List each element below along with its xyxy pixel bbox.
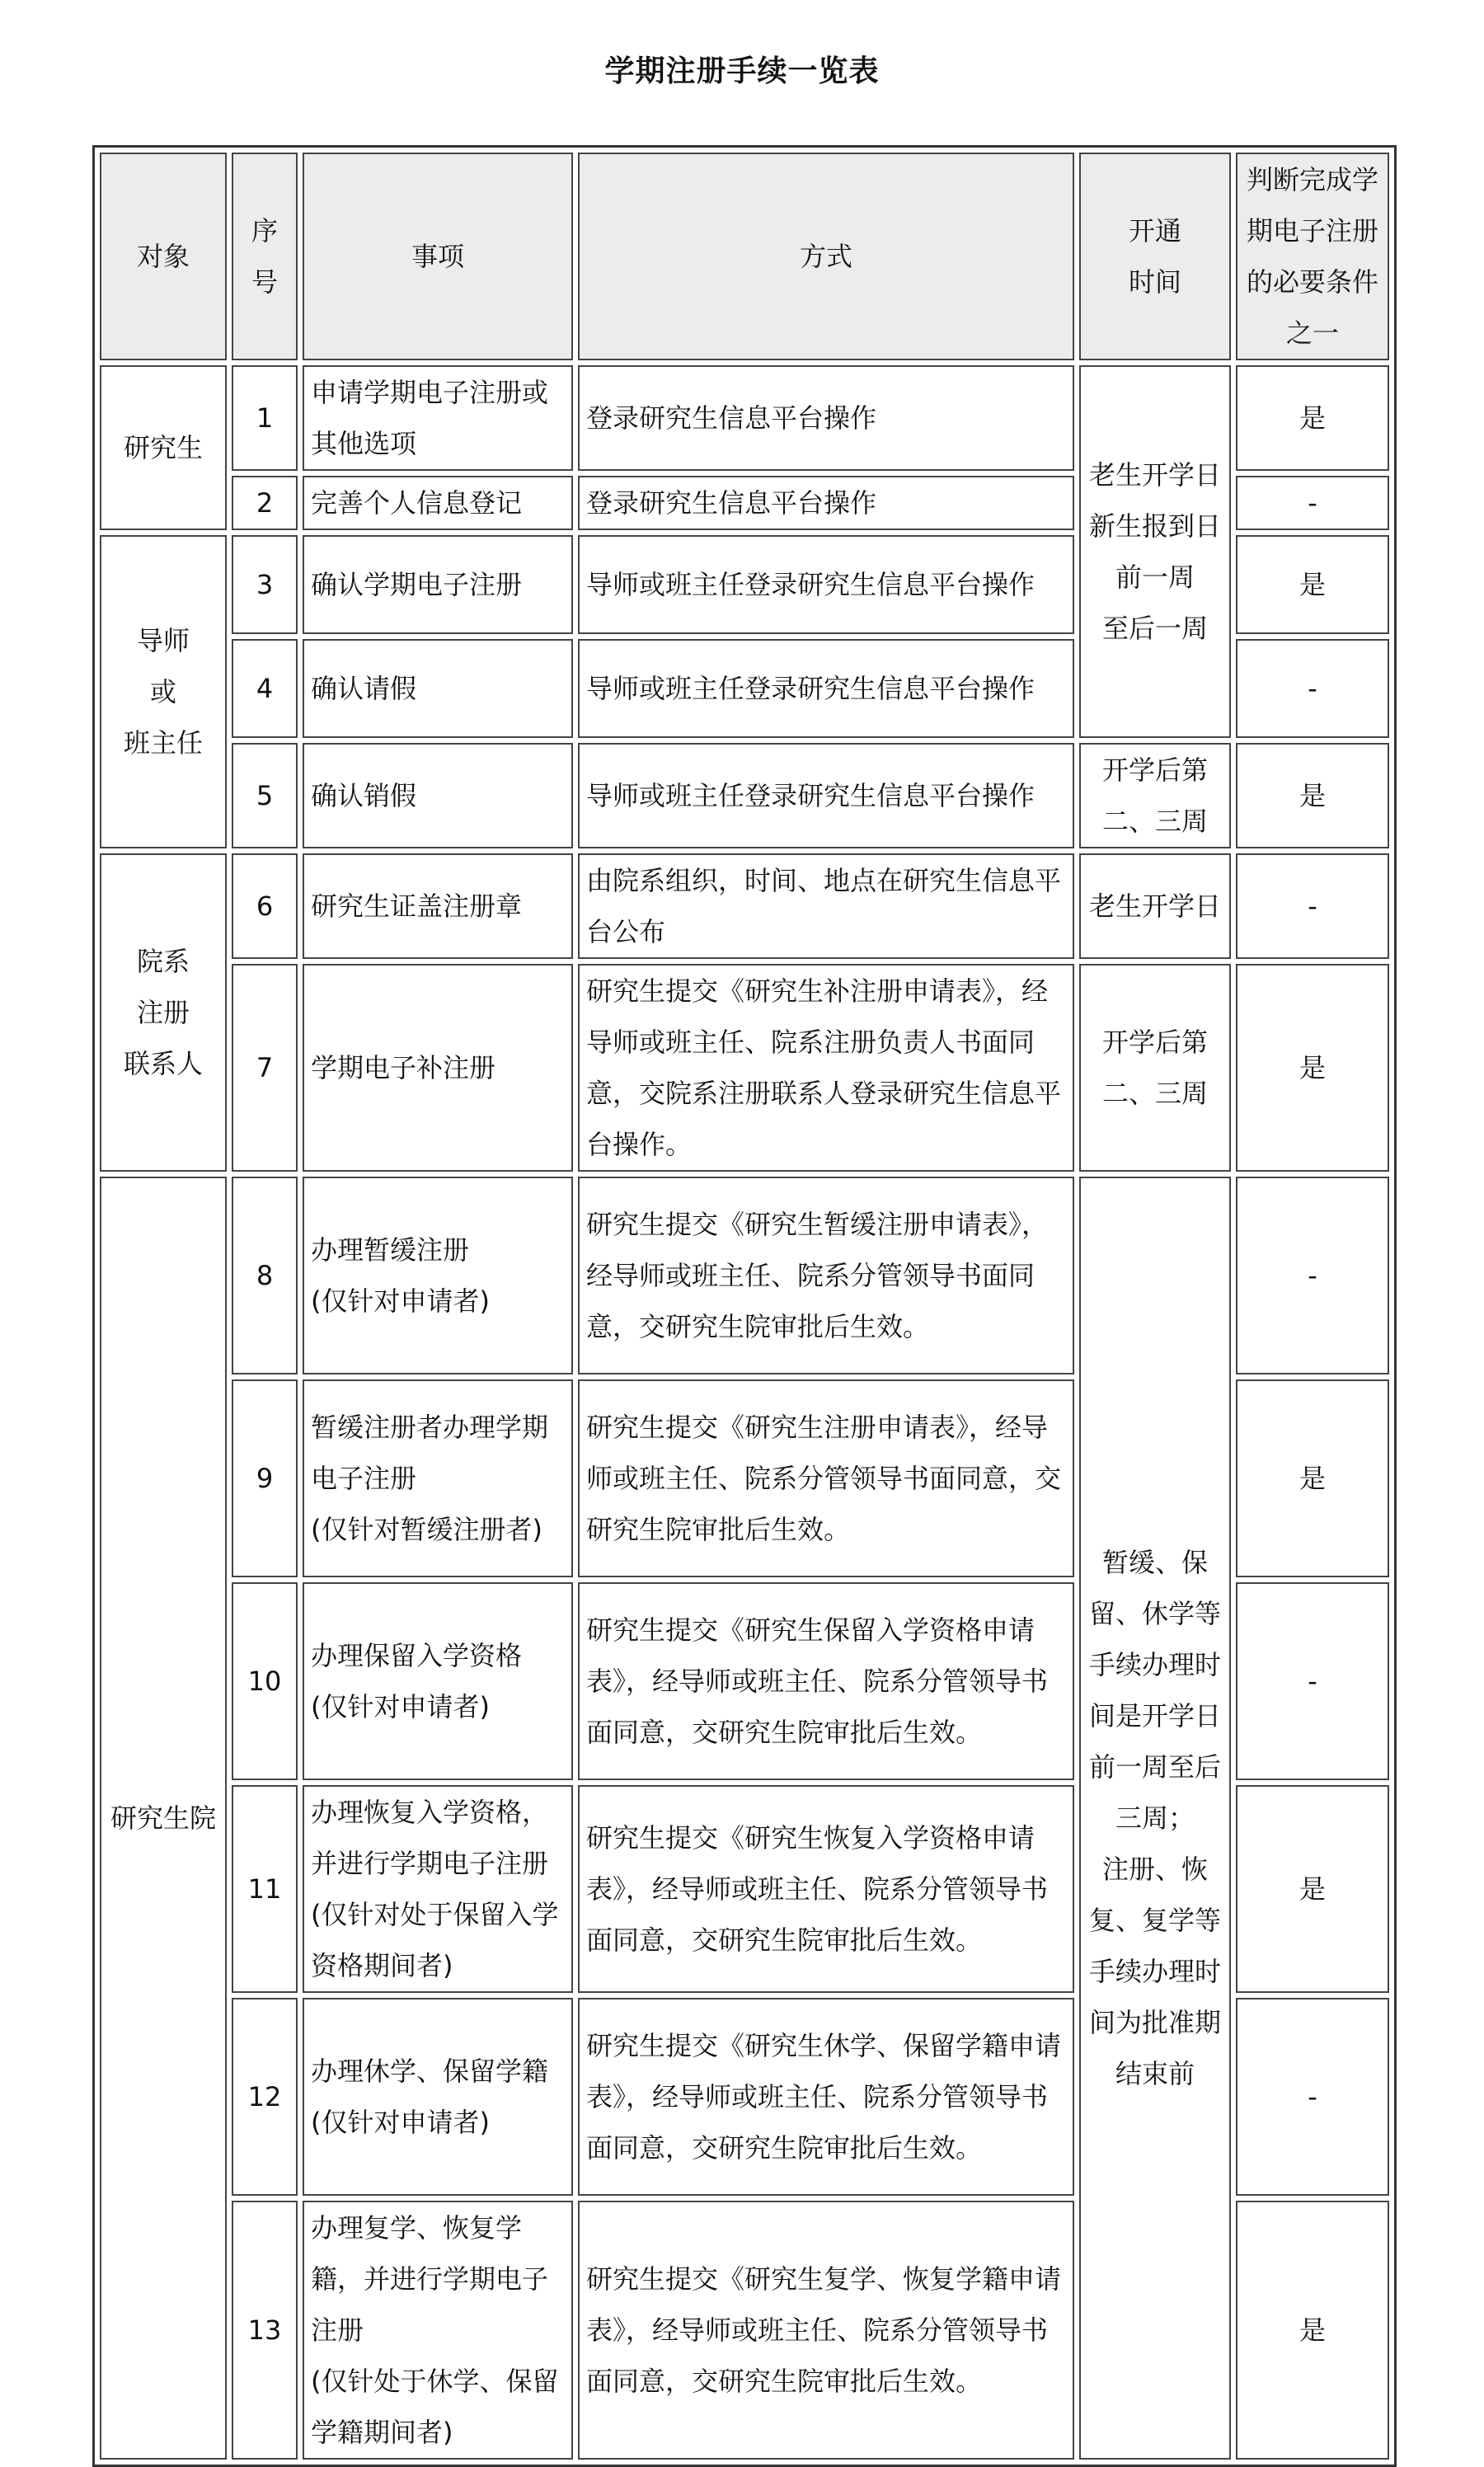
page-title: 学期注册手续一览表: [604, 54, 880, 88]
row-method: 研究生提交《研究生暂缓注册申请表》，经导师或班主任、院系分管领导书面同意，交研究生院审批后生效。: [578, 1177, 1074, 1374]
row-required: 是: [1236, 365, 1389, 471]
row-item: 办理暂缓注册 (仅针对申请者): [303, 1177, 573, 1374]
row-seq: 3: [232, 535, 298, 634]
row-method: 研究生提交《研究生复学、恢复学籍申请表》，经导师或班主任、院系分管领导书面同意，交研究生院审批后生效。: [578, 2201, 1074, 2460]
group-graduate-student: 研究生: [100, 365, 227, 530]
header-required: 判断完成学期电子注册的必要条件之一: [1236, 153, 1389, 360]
header-object: 对象: [100, 153, 227, 360]
row-required: -: [1236, 476, 1389, 530]
row-item: 办理恢复入学资格，并进行学期电子注册 (仅针对处于保留入学资格期间者): [303, 1785, 573, 1993]
row-seq: 4: [232, 639, 298, 738]
row-seq: 1: [232, 365, 298, 471]
row-required: 是: [1236, 2201, 1389, 2460]
row-seq: 13: [232, 2201, 298, 2460]
table-row: [100, 1177, 1389, 1374]
time-period-3: 老生开学日: [1079, 853, 1231, 959]
row-required: 是: [1236, 964, 1389, 1172]
group-department-contact: 院系 注册 联系人: [100, 853, 227, 1172]
row-seq: 5: [232, 743, 298, 848]
row-item: 完善个人信息登记: [303, 476, 573, 530]
row-method: 导师或班主任登录研究生信息平台操作: [578, 743, 1074, 848]
row-method: 研究生提交《研究生注册申请表》，经导师或班主任、院系分管领导书面同意，交研究生院审批后生效。: [578, 1379, 1074, 1577]
table-row: [100, 964, 1389, 1172]
row-item: 办理休学、保留学籍 (仅针对申请者): [303, 1998, 573, 2196]
table-row: [100, 743, 1389, 848]
row-method: 研究生提交《研究生补注册申请表》，经导师或班主任、院系注册负责人书面同意，交院系注册联系人登录研究生信息平台操作。: [578, 964, 1074, 1172]
table-row: [100, 853, 1389, 959]
row-required: 是: [1236, 743, 1389, 848]
time-period-2: 开学后第 二、三周: [1079, 743, 1231, 848]
group-advisor: 导师 或 班主任: [100, 535, 227, 848]
row-required: -: [1236, 853, 1389, 959]
row-seq: 7: [232, 964, 298, 1172]
row-seq: 10: [232, 1582, 298, 1780]
row-item: 确认请假: [303, 639, 573, 738]
row-required: -: [1236, 1582, 1389, 1780]
group-graduate-school: 研究生院: [100, 1177, 227, 2460]
row-required: -: [1236, 639, 1389, 738]
row-required: 是: [1236, 1379, 1389, 1577]
row-required: -: [1236, 1177, 1389, 1374]
row-seq: 9: [232, 1379, 298, 1577]
row-item: 办理保留入学资格 (仅针对申请者): [303, 1582, 573, 1780]
row-seq: 6: [232, 853, 298, 959]
row-item: 暂缓注册者办理学期电子注册 (仅针对暂缓注册者): [303, 1379, 573, 1577]
registration-table-wrapper: [92, 145, 1393, 2467]
row-item: 申请学期电子注册或其他选项: [303, 365, 573, 471]
row-method: 登录研究生信息平台操作: [578, 476, 1074, 530]
row-method: 研究生提交《研究生保留入学资格申请表》，经导师或班主任、院系分管领导书面同意，交研究生院审批后生效。: [578, 1582, 1074, 1780]
header-item: 事项: [303, 153, 573, 360]
time-period-4: 开学后第 二、三周: [1079, 964, 1231, 1172]
header-time: 开通 时间: [1079, 153, 1231, 360]
row-method: 导师或班主任登录研究生信息平台操作: [578, 639, 1074, 738]
row-seq: 2: [232, 476, 298, 530]
row-method: 导师或班主任登录研究生信息平台操作: [578, 535, 1074, 634]
header-method: 方式: [578, 153, 1074, 360]
row-item: 确认学期电子注册: [303, 535, 573, 634]
row-method: 研究生提交《研究生恢复入学资格申请表》，经导师或班主任、院系分管领导书面同意，交研究生院审批后生效。: [578, 1785, 1074, 1993]
row-seq: 11: [232, 1785, 298, 1993]
row-item: 学期电子补注册: [303, 964, 573, 1172]
table-row: [100, 365, 1389, 471]
row-item: 确认销假: [303, 743, 573, 848]
registration-table: [92, 145, 1397, 2467]
row-method: 登录研究生信息平台操作: [578, 365, 1074, 471]
header-seq: 序号: [232, 153, 298, 360]
time-period-1: 老生开学日 新生报到日 前一周 至后一周: [1079, 365, 1231, 738]
row-method: 研究生提交《研究生休学、保留学籍申请表》，经导师或班主任、院系分管领导书面同意，交研究生院审批后生效。: [578, 1998, 1074, 2196]
row-seq: 8: [232, 1177, 298, 1374]
row-item: 研究生证盖注册章: [303, 853, 573, 959]
row-required: 是: [1236, 535, 1389, 634]
row-seq: 12: [232, 1998, 298, 2196]
row-required: -: [1236, 1998, 1389, 2196]
row-method: 由院系组织，时间、地点在研究生信息平台公布: [578, 853, 1074, 959]
row-item: 办理复学、恢复学籍，并进行学期电子注册 (仅针处于休学、保留学籍期间者): [303, 2201, 573, 2460]
row-required: 是: [1236, 1785, 1389, 1993]
time-period-5: 暂缓、保留、休学等手续办理时间是开学日前一周至后三周； 注册、恢复、复学等手续办理时间为批准期结束前: [1079, 1177, 1231, 2460]
header-row: [100, 153, 1389, 360]
